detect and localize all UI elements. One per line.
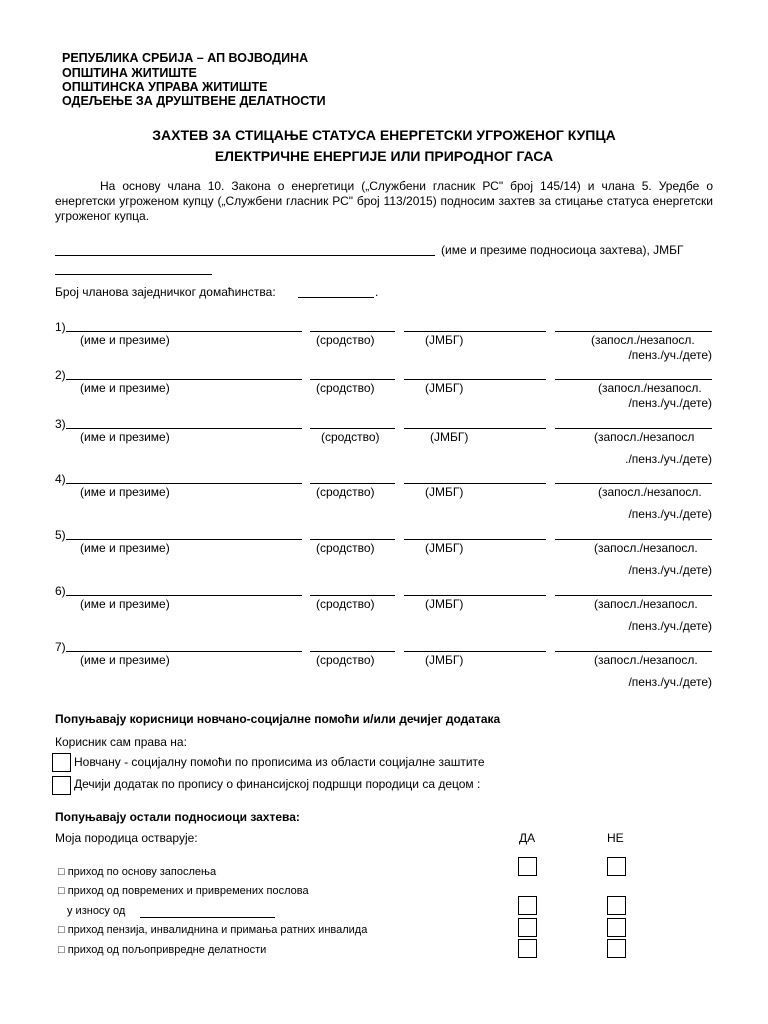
member-jmbg-field[interactable] xyxy=(404,379,546,380)
member-relation-field[interactable] xyxy=(310,379,395,380)
member-relation-caption: (сродство) xyxy=(316,381,375,395)
member-name-caption: (име и презиме) xyxy=(80,541,170,555)
member-relation-caption: (сродство) xyxy=(321,430,380,444)
member-number: 4) xyxy=(55,472,66,486)
member-jmbg-caption: (ЈМБГ) xyxy=(425,653,464,667)
member-status-caption-1: (запосл./незапосл. xyxy=(591,333,695,347)
member-status-caption-1: (запосл./незапосл. xyxy=(594,653,698,667)
member-name-field[interactable] xyxy=(66,428,302,429)
member-jmbg-field[interactable] xyxy=(404,595,546,596)
member-relation-field[interactable] xyxy=(310,331,395,332)
member-status-caption-1: (запосл./незапосл. xyxy=(594,597,698,611)
member-name-caption: (име и презиме) xyxy=(80,485,170,499)
member-name-caption: (име и презиме) xyxy=(80,597,170,611)
member-number: 3) xyxy=(55,417,66,431)
member-name-field[interactable] xyxy=(66,331,302,332)
member-relation-caption: (сродство) xyxy=(316,541,375,555)
household-suffix: . xyxy=(375,285,379,299)
member-jmbg-caption: (ЈМБГ) xyxy=(425,333,464,347)
member-relation-field[interactable] xyxy=(310,539,395,540)
member-jmbg-caption: (ЈМБГ) xyxy=(430,430,469,444)
member-status-caption-2: ./пенз./уч./дете) xyxy=(625,452,712,466)
member-number: 1) xyxy=(55,320,66,334)
applicant-name-field[interactable] xyxy=(55,255,435,256)
member-jmbg-field[interactable] xyxy=(404,331,546,332)
member-relation-caption: (сродство) xyxy=(316,653,375,667)
member-jmbg-caption: (ЈМБГ) xyxy=(425,597,464,611)
member-relation-caption: (сродство) xyxy=(316,485,375,499)
member-status-caption-2: /пенз./уч./дете) xyxy=(628,619,712,633)
member-jmbg-field[interactable] xyxy=(404,483,546,484)
income-employment-label: □ приход по основу запослења xyxy=(58,866,217,878)
section1-heading: Попуњавају корисници новчано-социјалне помоћи и/или дечијег додатака xyxy=(55,712,501,726)
member-name-field[interactable] xyxy=(66,595,302,596)
member-status-caption-2: /пенз./уч./дете) xyxy=(628,396,712,410)
member-name-field[interactable] xyxy=(66,483,302,484)
income-pension-yes-checkbox[interactable] xyxy=(518,918,537,937)
member-jmbg-caption: (ЈМБГ) xyxy=(425,381,464,395)
header-line-1: РЕПУБЛИКА СРБИЈА – АП ВОЈВОДИНА xyxy=(62,51,309,65)
income-temporary-amount-field[interactable] xyxy=(140,917,275,918)
yes-column-header: ДА xyxy=(519,831,536,845)
member-number: 6) xyxy=(55,584,66,598)
section1-intro: Корисник сам права на: xyxy=(55,735,187,749)
income-temporary-yes-checkbox[interactable] xyxy=(518,896,537,915)
member-name-field[interactable] xyxy=(66,651,302,652)
income-employment-yes-checkbox[interactable] xyxy=(518,857,537,876)
member-jmbg-caption: (ЈМБГ) xyxy=(425,485,464,499)
member-jmbg-field[interactable] xyxy=(404,539,546,540)
income-agriculture-no-checkbox[interactable] xyxy=(607,939,626,958)
member-status-field[interactable] xyxy=(555,428,712,429)
member-name-caption: (име и презиме) xyxy=(80,333,170,347)
member-status-field[interactable] xyxy=(555,331,712,332)
member-number: 7) xyxy=(55,640,66,654)
child-allowance-checkbox[interactable] xyxy=(52,776,71,795)
header-line-4: ОДЕЉЕЊЕ ЗА ДРУШТВЕНЕ ДЕЛАТНОСТИ xyxy=(62,94,326,108)
section2-intro: Моја породица остварује: xyxy=(55,831,198,845)
member-jmbg-caption: (ЈМБГ) xyxy=(425,541,464,555)
applicant-jmbg-field[interactable] xyxy=(55,274,212,275)
member-status-caption-1: (запосл./незапосл. xyxy=(598,381,702,395)
member-name-caption: (име и презиме) xyxy=(80,381,170,395)
member-status-caption-1: (запосл./незапосл. xyxy=(594,541,698,555)
member-status-caption-2: /пенз./уч./дете) xyxy=(628,348,712,362)
header-line-2: ОПШТИНА ЖИТИШТЕ xyxy=(62,66,197,80)
intro-paragraph xyxy=(55,179,713,224)
household-label: Број чланова заједничког домаћинства: xyxy=(55,285,276,299)
household-count-field[interactable] xyxy=(298,297,374,298)
social-aid-label: Новчану - социјалну помоћи по прописима из области социјалне заштите xyxy=(74,755,485,769)
member-name-caption: (име и презиме) xyxy=(80,653,170,667)
member-status-caption-1: (запосл./незапосл. xyxy=(598,485,702,499)
member-status-field[interactable] xyxy=(555,595,712,596)
member-status-field[interactable] xyxy=(555,539,712,540)
member-status-caption-1: (запосл./незапосл xyxy=(594,430,695,444)
member-relation-field[interactable] xyxy=(310,428,395,429)
income-pension-no-checkbox[interactable] xyxy=(607,918,626,937)
member-relation-field[interactable] xyxy=(310,595,395,596)
member-status-field[interactable] xyxy=(555,483,712,484)
member-jmbg-field[interactable] xyxy=(404,428,546,429)
member-number: 2) xyxy=(55,368,66,382)
member-name-field[interactable] xyxy=(66,539,302,540)
member-relation-caption: (сродство) xyxy=(316,597,375,611)
section2-heading: Попуњавају остали подносиоци захтева: xyxy=(55,810,300,824)
form-title-line-2: ЕЛЕКТРИЧНЕ ЕНЕРГИЈЕ ИЛИ ПРИРОДНОГ ГАСА xyxy=(214,148,554,164)
income-agriculture-label: □ приход од пољопривредне делатности xyxy=(58,944,267,956)
intro-text: На основу члана 10. Закона о енергетици („Службени гласник РС" број 145/14) и члана 5. Уредбе о енергетски угроженом купцу („Службени гласник РС" број 113/2015) подносим захтев за стицање статуса енергетски угроженог купца. xyxy=(55,179,713,223)
member-number: 5) xyxy=(55,528,66,542)
member-status-caption-2: /пенз./уч./дете) xyxy=(628,563,712,577)
income-agriculture-yes-checkbox[interactable] xyxy=(518,939,537,958)
income-temporary-no-checkbox[interactable] xyxy=(607,896,626,915)
member-status-caption-2: /пенз./уч./дете) xyxy=(628,675,712,689)
income-employment-no-checkbox[interactable] xyxy=(607,857,626,876)
header-line-3: ОПШТИНСКА УПРАВА ЖИТИШТЕ xyxy=(62,80,268,94)
income-temporary-amount-label: у износу од xyxy=(67,905,126,917)
social-aid-checkbox[interactable] xyxy=(52,753,71,772)
member-relation-field[interactable] xyxy=(310,651,395,652)
form-title-line-1: ЗАХТЕВ ЗА СТИЦАЊЕ СТАТУСА ЕНЕРГЕТСКИ УГРОЖЕНОГ КУПЦА xyxy=(152,127,616,143)
member-name-caption: (име и презиме) xyxy=(80,430,170,444)
no-column-header: НЕ xyxy=(607,831,624,845)
child-allowance-label: Дечији додатак по пропису о финансијској подршци породици са децом : xyxy=(74,777,481,791)
member-status-caption-2: /пенз./уч./дете) xyxy=(628,507,712,521)
member-status-field[interactable] xyxy=(555,651,712,652)
member-relation-field[interactable] xyxy=(310,483,395,484)
income-pension-label: □ приход пензија, инвалиднина и примања ратних инвалида xyxy=(58,924,368,936)
member-status-field[interactable] xyxy=(555,379,712,380)
member-name-field[interactable] xyxy=(66,379,302,380)
member-relation-caption: (сродство) xyxy=(316,333,375,347)
member-jmbg-field[interactable] xyxy=(404,651,546,652)
income-temporary-label: □ приход од повремених и привремених послова xyxy=(58,885,309,897)
applicant-label: (име и презиме подносиоца захтева), ЈМБГ xyxy=(441,243,684,257)
